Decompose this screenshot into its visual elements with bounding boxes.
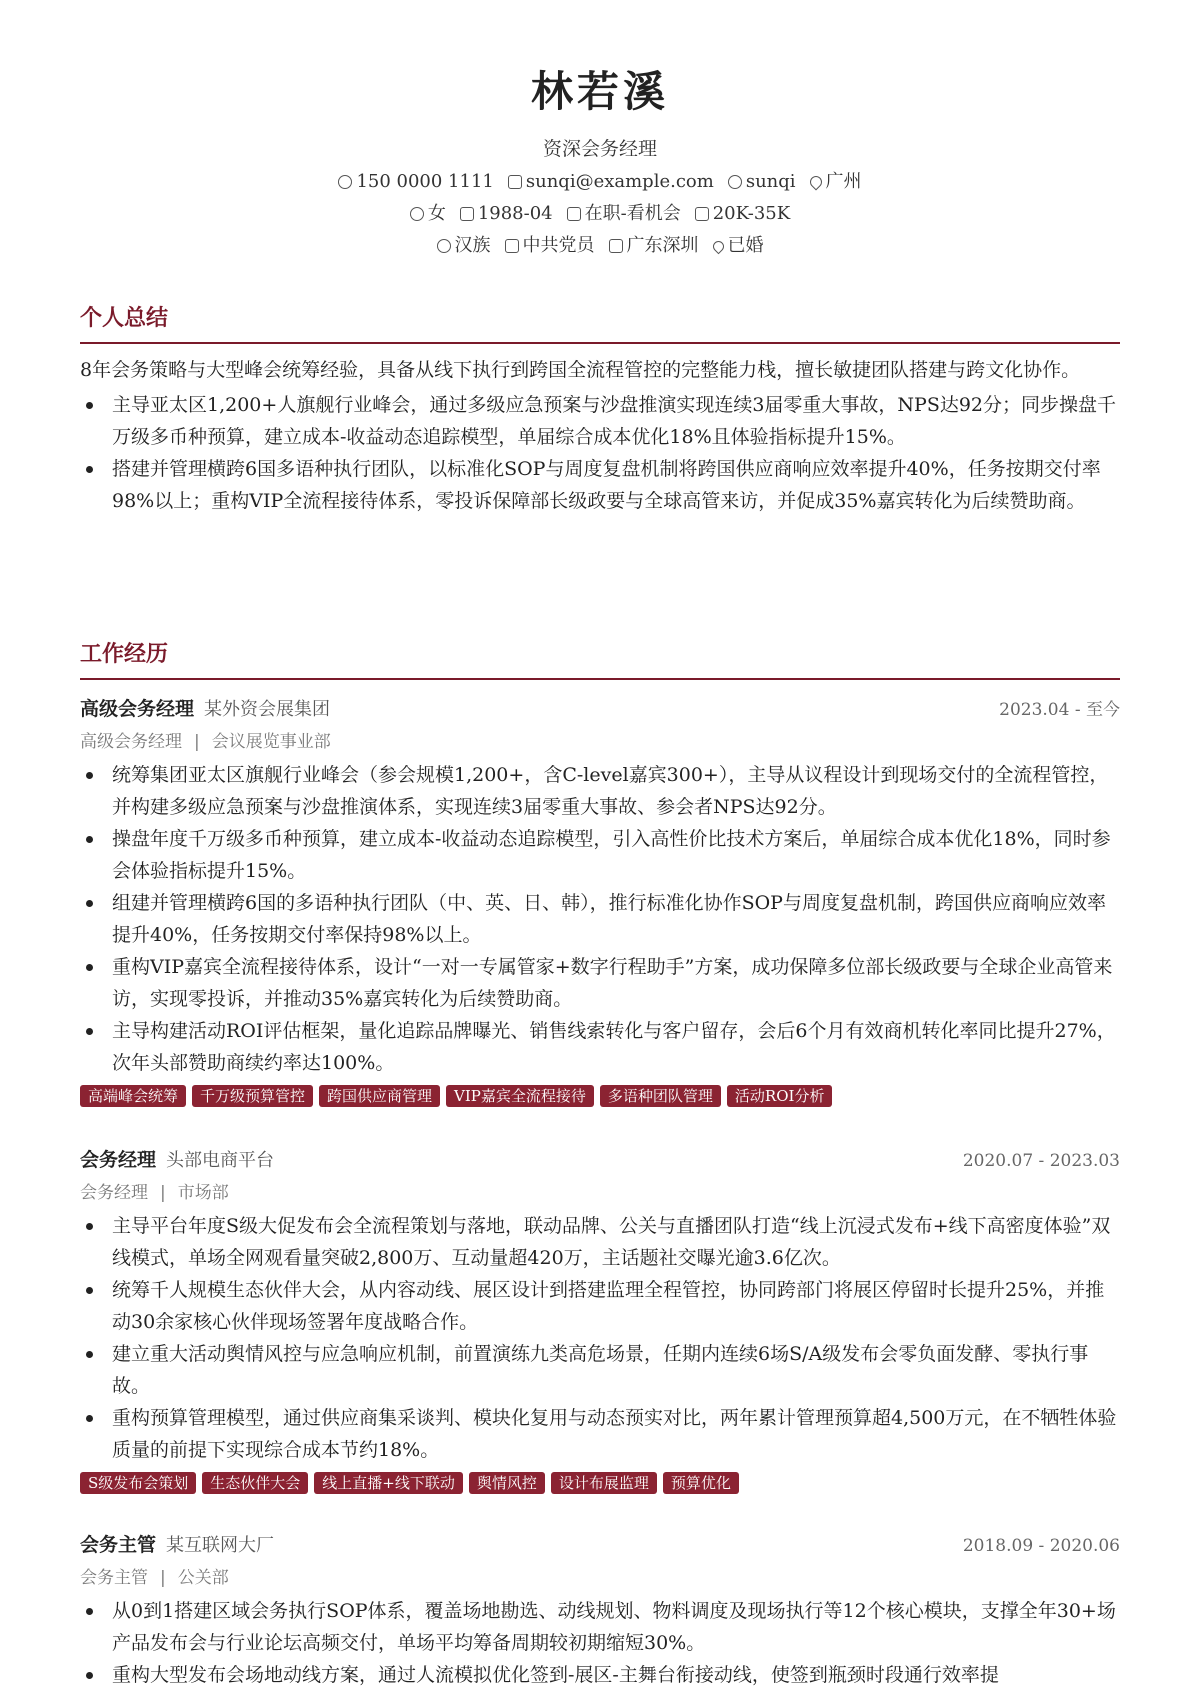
job-subline	[80, 1178, 1120, 1208]
list-item: 重构大型发布会场地动线方案，通过人流模拟优化签到-展区-主舞台衔接动线，使签到瓶颈时段通行效率提	[80, 1659, 1120, 1691]
job-entry	[80, 1530, 1120, 1691]
job-date: 2020.07 - 2023.03	[962, 1151, 1120, 1171]
gender-info	[410, 202, 446, 226]
list-item: 组建并管理横跨6国的多语种执行团队（中、英、日、韩），推行标准化协作SOP与周度复盘机制，跨国供应商响应效率提升40%，任务按期交付率保持98%以上。	[80, 887, 1120, 951]
briefcase-icon	[567, 207, 581, 221]
link-info[interactable]	[728, 170, 796, 194]
calendar-icon	[460, 207, 474, 221]
job-role: 会务经理	[80, 1183, 148, 1203]
mail-icon	[508, 175, 522, 189]
skill-tag: 生态伙伴大会	[202, 1472, 308, 1494]
job-subline	[80, 1563, 1120, 1593]
separator: |	[194, 732, 200, 752]
skill-tags	[80, 1472, 1120, 1494]
status-text: 在职-看机会	[584, 203, 681, 224]
marital-info	[713, 234, 764, 258]
salary-info	[695, 202, 790, 226]
job-date: 2023.04 - 至今	[999, 700, 1120, 720]
email-text: sunqi@example.com	[525, 171, 714, 192]
location-icon	[807, 174, 824, 191]
job-position: 高级会务经理	[80, 698, 195, 720]
skill-tag: 预算优化	[663, 1472, 739, 1494]
job-header	[80, 1145, 1120, 1176]
extra-row	[0, 234, 1200, 258]
job-title: 资深会务经理	[542, 138, 657, 160]
job-bullets	[80, 1210, 1120, 1466]
contact-row	[0, 170, 1200, 194]
gender-text: 女	[427, 203, 446, 224]
list-item: 操盘年度千万级多币种预算，建立成本-收益动态追踪模型，引入高性价比技术方案后，单届综合成本优化18%，同时参会体验指标提升15%。	[80, 823, 1120, 887]
list-item: 统筹集团亚太区旗舰行业峰会（参会规模1,200+，含C-level嘉宾300+），主导从议程设计到现场交付的全流程管控，并构建多级应急预案与沙盘推演体系，实现连续3届零重大事故、参会者NPS达92分。	[80, 759, 1120, 823]
personal-row	[0, 202, 1200, 226]
salary-text: 20K-35K	[712, 203, 791, 224]
skill-tag: 高端峰会统筹	[80, 1085, 186, 1107]
job-department: 市场部	[177, 1183, 229, 1203]
skill-tags	[80, 1085, 1120, 1107]
summary-heading: 个人总结	[80, 302, 1120, 344]
hometown-info	[609, 234, 699, 258]
list-item: 主导平台年度S级大促发布会全流程策划与落地，联动品牌、公关与直播团队打造“线上沉浸式发布+线下高密度体验”双线模式，单场全网观看量突破2,800万、互动量超420万，主话题社交曝光逾3.6亿次。	[80, 1210, 1120, 1274]
location-text: 广州	[825, 171, 862, 192]
summary-list	[80, 389, 1120, 517]
list-item: 从0到1搭建区域会务执行SOP体系，覆盖场地勘选、动线规划、物料调度及现场执行等12个核心模块，支撑全年30+场产品发布会与行业论坛高频交付，单场平均筹备周期较初期缩短30%。	[80, 1595, 1120, 1659]
job-date: 2018.09 - 2020.06	[962, 1536, 1120, 1556]
job-company: 某外资会展集团	[204, 699, 331, 720]
skill-tag: 多语种团队管理	[600, 1085, 721, 1107]
skill-tag: 设计布展监理	[551, 1472, 657, 1494]
status-info	[567, 202, 681, 226]
summary-paragraph: 8年会务策略与大型峰会统筹经验，具备从线下执行到跨国全流程管控的完整能力栈，擅长敏捷团队搭建与跨文化协作。	[80, 359, 1081, 381]
user-icon	[410, 207, 424, 221]
job-entry	[80, 694, 1120, 1107]
candidate-name: 林若溪	[530, 67, 669, 116]
job-subline	[80, 727, 1120, 757]
job-bullets	[80, 1595, 1120, 1691]
ethnicity-info	[437, 234, 491, 258]
link-icon	[728, 175, 742, 189]
list-item: 重构预算管理模型，通过供应商集采谈判、模块化复用与动态预实对比，两年累计管理预算超4,500万元，在不牺牲体验质量的前提下实现综合成本节约18%。	[80, 1402, 1120, 1466]
job-company: 头部电商平台	[166, 1150, 275, 1171]
politics-text: 中共党员	[522, 235, 595, 256]
hometown-text: 广东深圳	[626, 235, 699, 256]
phone-icon	[338, 175, 352, 189]
job-role: 高级会务经理	[80, 732, 182, 752]
flag-icon	[505, 239, 519, 253]
job-department: 公关部	[177, 1568, 229, 1588]
list-item: 建立重大活动舆情风控与应急响应机制，前置演练九类高危场景，任期内连续6场S/A级发布会零负面发酵、零执行事故。	[80, 1338, 1120, 1402]
ethnicity-text: 汉族	[454, 235, 491, 256]
job-department: 会议展览事业部	[211, 732, 331, 752]
home-icon	[609, 239, 623, 253]
marital-text: 已婚	[727, 235, 764, 256]
skill-tag: 线上直播+线下联动	[314, 1472, 463, 1494]
job-bullets	[80, 759, 1120, 1079]
separator: |	[160, 1568, 166, 1588]
heart-icon	[710, 238, 726, 254]
politics-info	[505, 234, 595, 258]
list-item: 主导亚太区1,200+人旗舰行业峰会，通过多级应急预案与沙盘推演实现连续3届零重大事故，NPS达92分；同步操盘千万级多币种预算，建立成本-收益动态追踪模型，单届综合成本优化18%且体验指标提升15%。	[80, 389, 1120, 453]
job-role: 会务主管	[80, 1568, 148, 1588]
experience-heading: 工作经历	[80, 638, 1120, 680]
people-icon	[437, 239, 451, 253]
list-item: 搭建并管理横跨6国多语种执行团队，以标准化SOP与周度复盘机制将跨国供应商响应效率提升40%，任务按期交付率98%以上；重构VIP全流程接待体系，零投诉保障部长级政要与全球高管来访，并促成35%嘉宾转化为后续赞助商。	[80, 453, 1120, 517]
skill-tag: 舆情风控	[469, 1472, 545, 1494]
job-entry	[80, 1145, 1120, 1494]
email-info[interactable]	[508, 170, 714, 194]
experience-section	[80, 638, 1120, 680]
job-position: 会务经理	[80, 1149, 157, 1171]
skill-tag: 千万级预算管控	[192, 1085, 313, 1107]
birth-text: 1988-04	[477, 203, 553, 224]
list-item: 重构VIP嘉宾全流程接待体系，设计“一对一专属管家+数字行程助手”方案，成功保障多位部长级政要与全球企业高管来访，实现零投诉，并推动35%嘉宾转化为后续赞助商。	[80, 951, 1120, 1015]
money-icon	[695, 207, 709, 221]
skill-tag: 跨国供应商管理	[319, 1085, 440, 1107]
skill-tag: S级发布会策划	[80, 1472, 196, 1494]
job-header	[80, 1530, 1120, 1561]
skill-tag: 活动ROI分析	[727, 1085, 833, 1107]
phone-text: 150 0000 1111	[356, 171, 494, 192]
phone-info	[338, 170, 493, 194]
job-position: 会务主管	[80, 1534, 157, 1556]
resume-header	[0, 0, 1200, 258]
location-info	[810, 170, 862, 194]
link-text: sunqi	[745, 171, 796, 192]
summary-section	[80, 302, 1120, 517]
job-header	[80, 694, 1120, 725]
birth-info	[460, 202, 553, 226]
separator: |	[160, 1183, 166, 1203]
list-item: 统筹千人规模生态伙伴大会，从内容动线、展区设计到搭建监理全程管控，协同跨部门将展区停留时长提升25%，并推动30余家核心伙伴现场签署年度战略合作。	[80, 1274, 1120, 1338]
list-item: 主导构建活动ROI评估框架，量化追踪品牌曝光、销售线索转化与客户留存，会后6个月有效商机转化率同比提升27%，次年头部赞助商续约率达100%。	[80, 1015, 1120, 1079]
job-company: 某互联网大厂	[166, 1535, 275, 1556]
skill-tag: VIP嘉宾全流程接待	[446, 1085, 594, 1107]
